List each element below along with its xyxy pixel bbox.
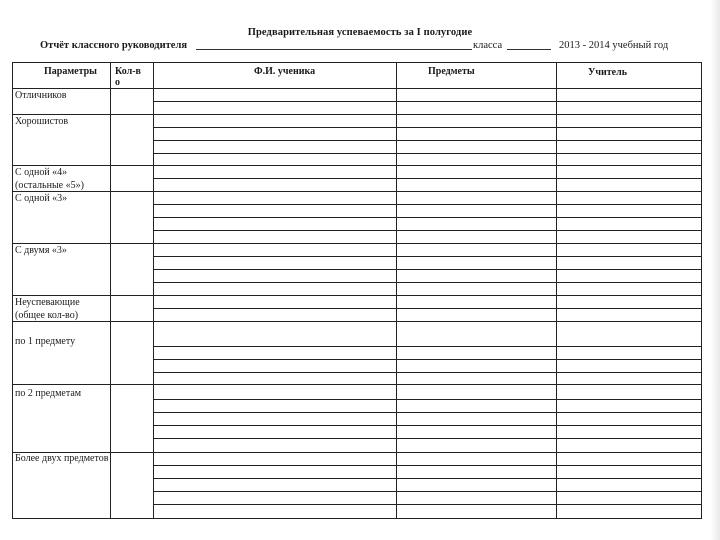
column-divider-teacher — [556, 62, 557, 519]
header-count: Кол-во — [115, 66, 141, 88]
row-label-one-three: С одной «3» — [15, 193, 68, 204]
sub-row-line — [153, 308, 702, 309]
sub-row-line — [153, 217, 702, 218]
row-divider — [12, 452, 702, 453]
sub-row-line — [153, 204, 702, 205]
row-label-one-subject: по 1 предмету — [15, 336, 76, 347]
header-student: Ф.И. ученика — [254, 66, 316, 77]
row-label-excellent: Отличников — [15, 90, 67, 101]
row-divider — [12, 114, 702, 115]
row-label-failing-total: Неуспевающие (общее кол-во) — [15, 297, 80, 321]
table-border-right — [701, 62, 702, 519]
report-label: Отчёт классного руководителя — [40, 40, 188, 51]
column-divider-student — [153, 62, 154, 519]
class-label: класса — [473, 40, 503, 51]
row-label-one-four: С одной «4» (остальные «5») — [15, 167, 84, 191]
school-year: 2013 - 2014 учебный год — [559, 40, 669, 51]
row-divider — [12, 165, 702, 166]
row-divider — [12, 243, 702, 244]
row-label-two-threes: С двумя «3» — [15, 245, 67, 256]
sub-row-line — [153, 504, 702, 505]
table-border-left — [12, 62, 13, 519]
column-divider-subjects — [396, 62, 397, 519]
sub-row-line — [153, 412, 702, 413]
table-border-bottom — [12, 518, 702, 519]
sub-row-line — [153, 346, 702, 347]
sub-row-line — [153, 491, 702, 492]
sub-row-line — [153, 178, 702, 179]
header-params: Параметры — [44, 66, 97, 77]
sub-row-line — [153, 465, 702, 466]
sub-row-line — [153, 127, 702, 128]
header-subjects: Предметы — [428, 66, 475, 77]
sub-row-line — [153, 153, 702, 154]
row-label-more-subjects: Более двух предметов — [15, 453, 109, 464]
sub-row-line — [153, 399, 702, 400]
row-divider — [12, 384, 702, 385]
row-divider — [12, 295, 702, 296]
table-border-top — [12, 62, 702, 63]
sub-row-line — [153, 372, 702, 373]
sub-row-line — [153, 269, 702, 270]
row-label-two-subjects: по 2 предметам — [15, 388, 82, 399]
sub-row-line — [153, 282, 702, 283]
sub-row-line — [153, 478, 702, 479]
column-divider-count — [110, 62, 111, 519]
sub-row-line — [153, 230, 702, 231]
sub-row-line — [153, 359, 702, 360]
sub-row-line — [153, 101, 702, 102]
row-label-good: Хорошистов — [15, 116, 69, 127]
document-title: Предварительная успеваемость за I полугодие — [247, 27, 473, 38]
sub-row-line — [153, 425, 702, 426]
sub-row-line — [153, 256, 702, 257]
row-divider — [12, 321, 702, 322]
header-divider — [12, 88, 702, 89]
row-divider — [12, 191, 702, 192]
header-teacher: Учитель — [588, 67, 627, 78]
sub-row-line — [153, 438, 702, 439]
sub-row-line — [153, 140, 702, 141]
